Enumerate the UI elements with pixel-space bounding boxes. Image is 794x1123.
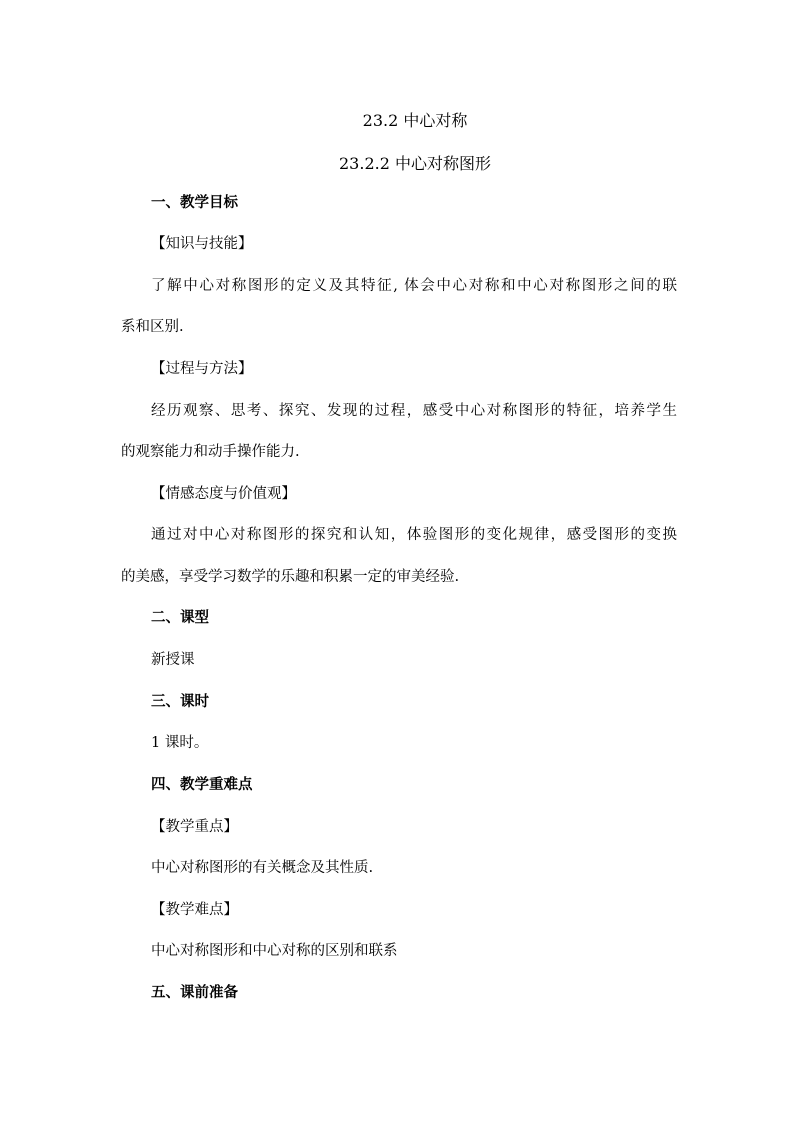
section-heading-class-hours: 三、课时 — [151, 693, 209, 710]
section-heading-lesson-type: 二、课型 — [151, 609, 209, 626]
label-knowledge-skills: 【知识与技能】 — [151, 236, 253, 252]
section-heading-key-difficult: 四、教学重难点 — [151, 776, 253, 793]
class-hours-text: 1 课时。 — [151, 735, 209, 751]
paragraph-emotion-line: 的美感，享受学习数学的乐趣和积累一定的审美经验. — [121, 569, 460, 585]
label-process-methods: 【过程与方法】 — [151, 361, 253, 377]
difficult-points-text: 中心对称图形和中心对称的区别和联系 — [151, 943, 398, 959]
paragraph-emotion-line: 通过对中心对称图形的探究和认知，体验图形的变化规律，感受图形的变换 — [151, 527, 677, 543]
paragraph-process-line: 的观察能力和动手操作能力. — [121, 444, 300, 460]
section-heading-preparation: 五、课前准备 — [151, 984, 238, 1001]
lesson-type-text: 新授课 — [151, 652, 195, 668]
label-difficult-points: 【教学难点】 — [151, 902, 238, 918]
paragraph-process-line: 经历观察、思考、探究、发现的过程，感受中心对称图形的特征，培养学生 — [151, 403, 677, 419]
label-key-points: 【教学重点】 — [151, 819, 238, 835]
page-subtitle: 23.2.2 中心对称图形 — [339, 154, 491, 173]
page-title: 23.2 中心对称 — [362, 111, 468, 130]
paragraph-knowledge-line: 了解中心对称图形的定义及其特征, 体会中心对称和中心对称图形之间的联 — [151, 278, 677, 294]
label-emotion-values: 【情感态度与价值观】 — [151, 486, 296, 502]
section-heading-objectives: 一、教学目标 — [151, 194, 238, 211]
key-points-text: 中心对称图形的有关概念及其性质. — [151, 860, 374, 876]
paragraph-knowledge-line: 系和区别. — [121, 319, 184, 335]
